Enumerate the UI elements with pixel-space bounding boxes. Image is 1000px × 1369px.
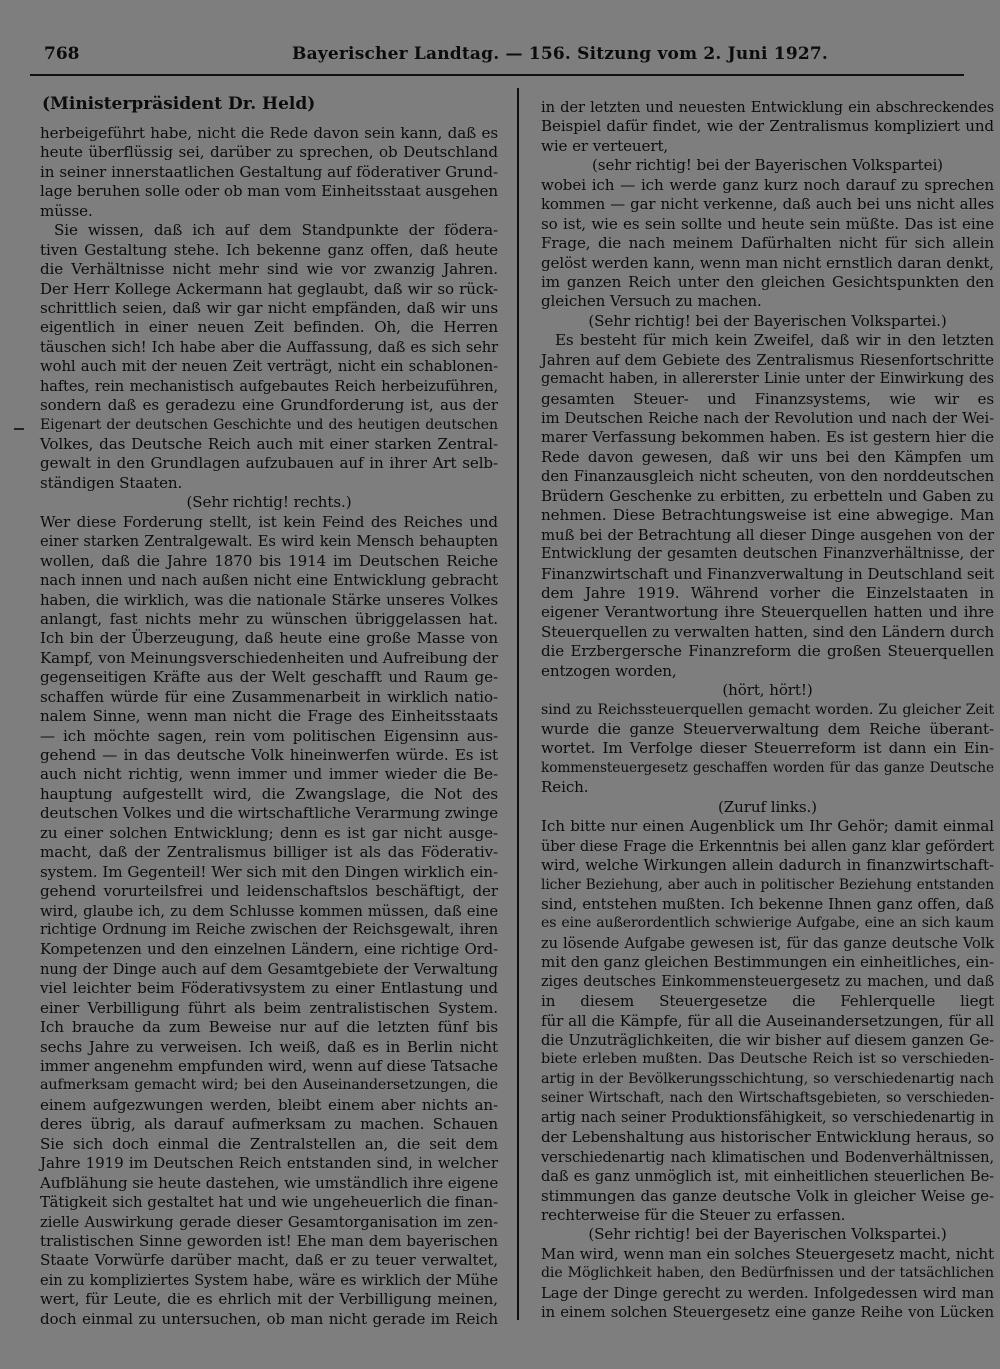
text-line: Sie sich doch einmal die Zentralstellen an, die seit dem bbox=[40, 1134, 498, 1153]
text-line: über diese Frage die Erkenntnis bei allen ganz klar gefördert bbox=[541, 837, 994, 855]
text-line: nalem Sinne, wenn man nicht die Frage des Einheitsstaats bbox=[40, 707, 498, 726]
text-line: im Deutschen Reiche nach der Revolution und nach der Wei- bbox=[541, 410, 994, 427]
text-line: viel leichter beim Föderativsystem zu einer Entlastung und bbox=[40, 979, 498, 998]
text-line: gewalt in den Grundlagen aufzubauen auf in ihrer Art selb- bbox=[40, 454, 498, 473]
text-line: Der Herr Kollege Ackermann hat geglaubt, daß wir so rück- bbox=[40, 279, 498, 298]
left-column-text bbox=[40, 124, 498, 1329]
text-line: sind, entstehen mußten. Ich bekenne Ihnen ganz offen, daß bbox=[541, 894, 994, 913]
text-line: Aufblähung sie heute dastehen, wie umständlich ihre eigene bbox=[40, 1173, 499, 1192]
text-line: Wer diese Forderung stellt, ist kein Feind des Reiches und bbox=[40, 512, 498, 531]
text-line: zu lösende Aufgabe gewesen ist, für das ganze deutsche Volk bbox=[541, 934, 994, 952]
text-line: verschiedenartig nach klimatischen und Bodenverhältnissen, bbox=[541, 1148, 994, 1166]
text-line: Es besteht für mich kein Zweifel, daß wir in den letzten bbox=[555, 331, 994, 350]
text-line: system. Im Gegenteil! Wer sich mit den Dingen wirklich ein- bbox=[40, 862, 498, 881]
text-line: schaffen würde für eine Zusammenarbeit in wirklich natio- bbox=[40, 687, 498, 706]
text-line: wollen, daß die Jahre 1870 bis 1914 im Deutschen Reiche bbox=[40, 551, 498, 570]
text-line: haftes, rein mechanistisch aufgebautes Reich herbeizuführen, bbox=[40, 377, 498, 395]
text-line: einer Verbilligung führt als beim zentralistischen System. bbox=[40, 998, 498, 1017]
text-line: ständigen Staaten. bbox=[40, 473, 183, 492]
text-line: es eine außerordentlich schwierige Aufgabe, eine an sich kaum bbox=[541, 915, 994, 932]
text-line: die Unzuträglichkeiten, die wir bisher auf diesem ganzen Ge- bbox=[541, 1032, 994, 1049]
text-line: seiner Wirtschaft, nach den Wirtschaftsgebieten, so verschieden- bbox=[541, 1090, 994, 1107]
text-line: die Möglichkeit haben, den Bedürfnissen und der tatsächlichen bbox=[541, 1265, 994, 1282]
text-line: gelöst werden kann, wenn man nicht ernstlich daran denkt, bbox=[541, 253, 994, 272]
text-line: marer Verfassung bekommen haben. Es ist gestern hier die bbox=[541, 428, 994, 447]
text-line: Finanzwirtschaft und Finanzverwaltung in Deutschland seit bbox=[541, 564, 995, 583]
text-line: eigener Verantwortung ihre Steuerquellen hatten und ihre bbox=[541, 603, 994, 622]
text-line: Ich brauche da zum Beweise nur auf die letzten fünf bis bbox=[40, 1018, 498, 1037]
text-line: deutschen Volkes und die wirtschaftliche Verarmung zwinge bbox=[40, 804, 498, 823]
text-line: wohl auch mit der neuen Zeit verträgt, nicht ein schablonen- bbox=[40, 357, 498, 376]
text-line: Reich. bbox=[541, 778, 589, 797]
speaker-label: (Ministerpräsident Dr. Held) bbox=[42, 94, 316, 114]
interjection-line: (Sehr richtig! bei der Bayerischen Volkspartei.) bbox=[588, 1225, 947, 1244]
text-line: gleichen Versuch zu machen. bbox=[541, 292, 762, 311]
text-line: für all die Kämpfe, für all die Auseinandersetzungen, für all bbox=[541, 1011, 994, 1030]
text-line: zu einer solchen Entwicklung; denn es ist gar nicht ausge- bbox=[40, 823, 498, 842]
text-line: — ich möchte sagen, rein vom politischen Eigensinn aus- bbox=[40, 726, 498, 745]
text-line: sondern daß es geradezu eine Grundforderung ist, aus der bbox=[40, 396, 498, 415]
text-line: einer starken Zentralgewalt. Es wird kein Mensch behaupten bbox=[40, 533, 498, 551]
text-line: Ich bin der Überzeugung, daß heute eine große Masse von bbox=[40, 629, 498, 648]
text-line: nung der Dinge auch auf dem Gesamtgebiete der Verwaltung bbox=[40, 960, 498, 978]
text-line: eigentlich in einer neuen Zeit befinden. Oh, die Herren bbox=[40, 318, 498, 337]
text-line: biete erleben mußten. Das Deutsche Reich ist so verschieden- bbox=[541, 1051, 994, 1068]
text-line: kommensteuergesetz geschaffen worden für das ganze Deutsche bbox=[541, 759, 994, 776]
text-line: nach innen und nach außen nicht eine Entwicklung gebracht bbox=[40, 572, 498, 590]
text-line: stimmungen das ganze deutsche Volk in gleicher Weise ge- bbox=[541, 1186, 994, 1205]
text-line: zielle Auswirkung gerade dieser Gesamtorganisation im zen- bbox=[40, 1212, 498, 1231]
text-line: Sie wissen, daß ich auf dem Standpunkte der födera- bbox=[54, 221, 498, 240]
text-line: Man wird, wenn man ein solches Steuergesetz macht, nicht bbox=[541, 1244, 994, 1263]
text-line: Frage, die nach meinem Dafürhalten nicht für sich allein bbox=[541, 234, 994, 253]
interjection-line: (Sehr richtig! rechts.) bbox=[186, 493, 352, 512]
text-line: Brüdern Geschenke zu erbitten, zu erbetteln und Gaben zu bbox=[541, 486, 994, 505]
text-line: immer angenehm empfunden wird, wenn auf diese Tatsache bbox=[40, 1057, 498, 1075]
text-line: wie er verteuert, bbox=[541, 136, 669, 155]
text-line: heute überflüssig sei, darüber zu sprechen, ob Deutschland bbox=[40, 143, 498, 162]
margin-mark bbox=[14, 428, 24, 430]
text-line: Beispiel dafür findet, wie der Zentralismus kompliziert und bbox=[541, 117, 994, 136]
text-line: muß bei der Betrachtung all dieser Dinge ausgehen von der bbox=[541, 525, 994, 544]
text-line: daß es ganz unmöglich ist, mit einheitlichen steuerlichen Be- bbox=[541, 1168, 994, 1186]
text-line: die Erzbergersche Finanzreform die großen Steuerquellen bbox=[541, 642, 994, 661]
header-rule bbox=[30, 74, 964, 76]
text-line: aufmerksam gemacht wird; bei den Auseinandersetzungen, die bbox=[40, 1077, 498, 1094]
interjection-line: (hört, hört!) bbox=[722, 681, 813, 700]
text-line: Kompetenzen und den einzelnen Ländern, eine richtige Ord- bbox=[40, 940, 498, 959]
interjection-line: (Sehr richtig! bei der Bayerischen Volkspartei.) bbox=[588, 311, 947, 330]
text-line: die Verhältnisse nicht mehr sind wie vor zwanzig Jahren. bbox=[40, 260, 498, 279]
interjection-line: (sehr richtig! bei der Bayerischen Volkspartei) bbox=[592, 156, 943, 175]
text-line: dem Jahre 1919. Während vorher die Einzelstaaten in bbox=[541, 583, 994, 602]
text-line: ziges deutsches Einkommensteuergesetz zu machen, und daß bbox=[541, 973, 994, 990]
text-line: Volkes, das Deutsche Reich auch mit einer starken Zentral- bbox=[40, 435, 498, 453]
text-line: haben, die wirklich, was die nationale Stärke unseres Volkes bbox=[40, 590, 498, 609]
page-header bbox=[30, 44, 960, 70]
text-line: Jahren auf dem Gebiete des Zentralismus Riesenfortschritte bbox=[541, 350, 994, 369]
text-line: Eigenart der deutschen Geschichte und des heutigen deutschen bbox=[40, 416, 498, 433]
text-line: wortet. Im Verfolge dieser Steuerreform ist dann ein Ein- bbox=[541, 739, 994, 758]
text-line: Steuerquellen zu verwalten hatten, sind den Ländern durch bbox=[541, 622, 995, 641]
text-line: hauptung aufgestellt wird, die Zwangslage, die Not des bbox=[40, 784, 498, 803]
text-line: in diesem Steuergesetze die Fehlerquelle liegt bbox=[541, 992, 994, 1011]
text-line: Lage der Dinge gerecht zu werden. Infolgedessen wird man bbox=[541, 1283, 994, 1302]
text-line: macht, daß der Zentralismus billiger ist als das Föderativ- bbox=[40, 843, 498, 862]
text-line: Staate Vorwürfe darüber macht, daß er zu teuer verwaltet, bbox=[40, 1251, 498, 1270]
interjection-line: (Zuruf links.) bbox=[718, 797, 817, 816]
text-line: so ist, wie es sein sollte und heute sein müßte. Das ist eine bbox=[541, 214, 994, 233]
text-line: wird, welche Wirkungen allein dadurch in finanzwirtschaft- bbox=[541, 856, 994, 875]
column-divider bbox=[517, 88, 519, 1320]
right-column-text bbox=[541, 98, 994, 1323]
text-line: wobei ich — ich werde ganz kurz noch darauf zu sprechen bbox=[541, 175, 994, 194]
text-line: schrittlich seien, daß wir gar nicht empfänden, daß wir uns bbox=[40, 298, 498, 317]
text-line: tiven Gestaltung stehe. Ich bekenne ganz offen, daß heute bbox=[40, 240, 498, 259]
text-line: tralistischen Sinne geworden ist! Ehe man dem bayerischen bbox=[40, 1231, 498, 1250]
text-line: im ganzen Reich unter den gleichen Gesichtspunkten den bbox=[541, 272, 994, 291]
text-line: nehmen. Diese Betrachtungsweise ist eine abwegige. Man bbox=[541, 506, 994, 525]
text-line: mit den ganz gleichen Bestimmungen ein einheitliches, ein- bbox=[541, 953, 994, 972]
text-line: täuschen sich! Ich habe aber die Auffassung, daß es sich sehr bbox=[40, 338, 498, 356]
text-line: wird, glaube ich, zu dem Schlusse kommen müssen, daß eine bbox=[40, 902, 498, 920]
text-line: Ich bitte nur einen Augenblick um Ihr Gehör; damit einmal bbox=[541, 817, 994, 836]
text-line: den Finanzausgleich nicht scheuten, von den norddeutschen bbox=[541, 468, 994, 486]
text-line: Entwicklung der gesamten deutschen Finanzverhältnisse, der bbox=[541, 546, 994, 563]
text-line: in der letzten und neuesten Entwicklung ein abschreckendes bbox=[541, 99, 994, 116]
running-head: Bayerischer Landtag. — 156. Sitzung vom 2. Juni 1927. bbox=[292, 44, 829, 64]
page-number: 768 bbox=[44, 44, 80, 64]
right-column bbox=[541, 98, 994, 1323]
text-line: gemacht haben, in allererster Linie unter der Einwirkung des bbox=[541, 371, 994, 388]
text-line: wurde die ganze Steuerverwaltung dem Reiche überant- bbox=[541, 720, 994, 738]
text-line: sind zu Reichssteuerquellen gemacht worden. Zu gleicher Zeit bbox=[541, 701, 994, 718]
text-line: deres übrig, als darauf aufmerksam zu machen. Schauen bbox=[40, 1115, 498, 1134]
text-line: Kampf, von Meinungsverschiedenheiten und Aufreibung der bbox=[40, 648, 498, 667]
text-line: einem aufgezwungen werden, bleibt einem aber nichts an- bbox=[40, 1095, 498, 1114]
text-line: in seiner innerstaatlichen Gestaltung auf föderativer Grund- bbox=[40, 162, 498, 181]
text-line: müsse. bbox=[40, 201, 93, 220]
text-line: artig in der Bevölkerungsschichtung, so verschiedenartig nach bbox=[541, 1070, 994, 1087]
text-line: der Lebenshaltung aus historischer Entwicklung heraus, so bbox=[541, 1128, 994, 1147]
text-line: rechterweise für die Steuer zu erfassen. bbox=[541, 1205, 846, 1224]
left-column bbox=[40, 92, 498, 1329]
text-line: gehend — in das deutsche Volk hineinwerfen würde. Es ist bbox=[40, 746, 498, 764]
text-line: sechs Jahre zu verweisen. Ich weiß, daß es in Berlin nicht bbox=[40, 1037, 498, 1056]
text-line: kommen — gar nicht verkenne, daß auch bei uns nicht alles bbox=[541, 195, 994, 214]
text-line: gesamten Steuer- und Finanzsystems, wie wir es bbox=[541, 389, 994, 408]
text-line: herbeigeführt habe, nicht die Rede davon sein kann, daß es bbox=[40, 124, 498, 142]
text-line: lage beruhen solle oder ob man vom Einheitsstaat ausgehen bbox=[40, 182, 498, 201]
text-line: entzogen worden, bbox=[541, 661, 677, 680]
text-line: doch einmal zu untersuchen, ob man nicht gerade im Reich bbox=[40, 1309, 498, 1328]
text-line: Jahre 1919 im Deutschen Reich entstanden sind, in welcher bbox=[40, 1154, 498, 1173]
text-line: anlangt, fast nichts mehr zu wünschen übriggelassen hat. bbox=[40, 609, 498, 628]
text-line: auch nicht richtig, wenn immer und immer wieder die Be- bbox=[40, 765, 498, 784]
text-line: gehend vorurteilsfrei und leidenschaftslos beschäftigt, der bbox=[40, 882, 498, 901]
text-line: licher Beziehung, aber auch in politischer Beziehung entstanden bbox=[541, 876, 994, 893]
text-line: ein zu kompliziertes System habe, wäre es wirklich der Mühe bbox=[40, 1271, 498, 1289]
text-line: artig nach seiner Produktionsfähigkeit, so verschiedenartig in bbox=[541, 1109, 994, 1126]
text-line: wert, für Leute, die es ehrlich mit der Verbilligung meinen, bbox=[40, 1290, 498, 1309]
text-line: gegenseitigen Kräfte aus der Welt geschafft und Raum ge- bbox=[40, 668, 498, 687]
text-line: Tätigkeit sich gestaltet hat und wie ungeheuerlich die finan- bbox=[40, 1193, 498, 1212]
text-line: Rede davon gewesen, daß wir uns bei den Kämpfen um bbox=[541, 447, 994, 466]
text-line: richtige Ordnung im Reiche zwischen der Reichsgewalt, ihren bbox=[40, 921, 498, 938]
text-line: in einem solchen Steuergesetz eine ganze Reihe von Lücken bbox=[541, 1304, 994, 1322]
